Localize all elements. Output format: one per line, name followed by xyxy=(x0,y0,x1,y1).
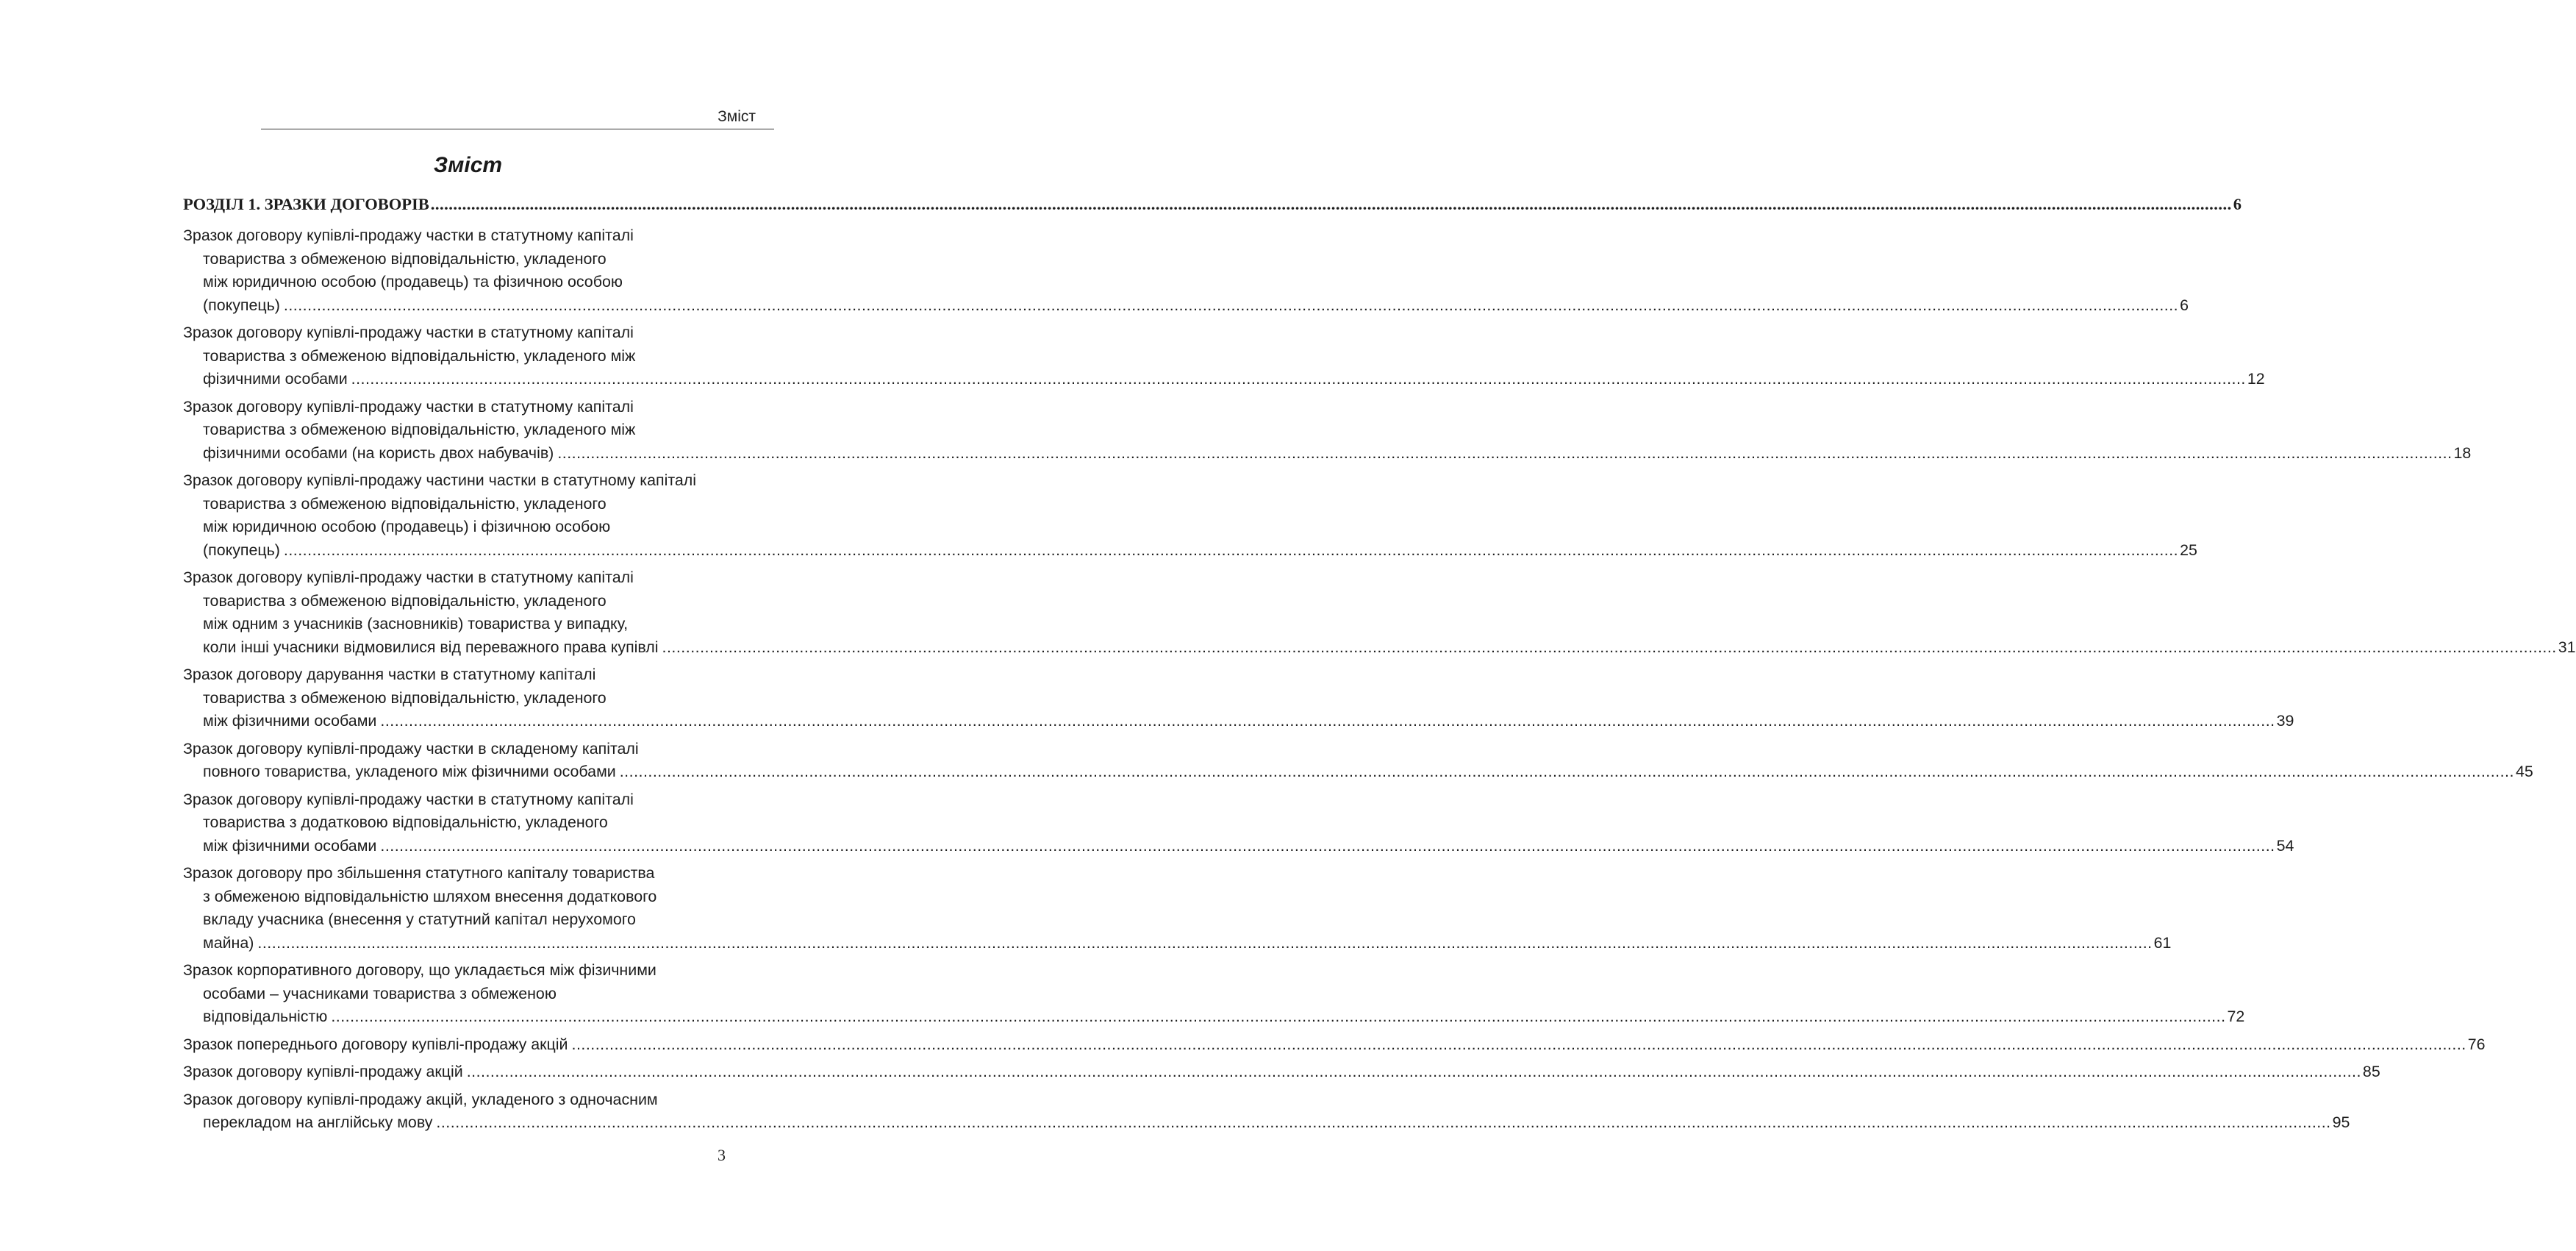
toc-entry-text: фізичними особами (на користь двох набувачів) xyxy=(203,443,554,462)
toc-entry-line: Зразок договору дарування частки в статутному капіталі xyxy=(183,666,596,683)
toc-entry[interactable] xyxy=(183,788,2294,858)
toc-entry[interactable] xyxy=(183,1061,2380,1084)
toc-entry-line xyxy=(183,1005,2245,1029)
toc-entry-line: між юридичною особою (продавець) і фізичною особою xyxy=(203,518,611,535)
section-page: 6 xyxy=(2233,195,2242,213)
toc-entry-line xyxy=(183,760,2533,784)
toc-entry-page: 18 xyxy=(2453,443,2472,462)
toc-entry-line: особами – учасниками товариства з обмеженою xyxy=(203,984,557,1002)
toc-entry-text: Зразок попереднього договору купівлі-продажу акцій xyxy=(183,1035,568,1053)
toc-entry-line: вкладу учасника (внесення у статутний капітал нерухомого xyxy=(203,910,636,928)
toc-entry-page: 12 xyxy=(2247,370,2265,388)
toc-entry-page: 54 xyxy=(2276,836,2294,855)
toc-entry[interactable] xyxy=(183,1088,2350,1135)
leader-dots: ................................................................................................................................................................................................................................................................................................................................................................................................................ xyxy=(380,712,2275,730)
toc-entry-line xyxy=(183,1111,2350,1135)
leader-dots: ................................................................................................................................................................................................................................................................................................................................................................................................................ xyxy=(466,1063,2361,1080)
toc-entry-line: Зразок корпоративного договору, що укладається між фізичними xyxy=(183,961,656,979)
toc-entry-text: майна) xyxy=(203,933,254,952)
toc-entry-page: 76 xyxy=(2467,1035,2486,1053)
toc-entry-page: 72 xyxy=(2227,1008,2245,1025)
toc-entry-line: Зразок договору купівлі-продажу акцій, укладеного з одночасним xyxy=(183,1090,658,1108)
leader-dots: ................................................................................................................................................................................................................................................................................................................................................................................................................ xyxy=(430,195,2232,213)
toc-entry[interactable] xyxy=(183,469,2197,562)
toc-entry-line: Зразок договору купівлі-продажу частини частки в статутному капіталі xyxy=(183,471,697,489)
toc-entry-line: Зразок договору купівлі-продажу частки в складеному капіталі xyxy=(183,739,639,758)
toc-entry-line xyxy=(183,932,2172,955)
toc-entry-line: Зразок договору купівлі-продажу частки в статутному капіталі xyxy=(183,227,634,244)
leader-dots: ................................................................................................................................................................................................................................................................................................................................................................................................................ xyxy=(571,1035,2466,1053)
toc-entry[interactable] xyxy=(183,321,2265,391)
toc-entry-line: товариства з додатковою відповідальністю, укладеного xyxy=(203,813,608,831)
toc-entry-line: товариства з обмеженою відповідальністю, укладеного xyxy=(203,688,607,707)
leader-dots: ................................................................................................................................................................................................................................................................................................................................................................................................................ xyxy=(380,836,2275,855)
toc-entry[interactable] xyxy=(183,396,2472,466)
leader-dots: ................................................................................................................................................................................................................................................................................................................................................................................................................ xyxy=(283,541,2179,559)
toc-entry-line: товариства з обмеженою відповідальністю, укладеного xyxy=(203,249,607,268)
toc-entry-line: товариства з обмеженою відповідальністю, укладеного xyxy=(203,494,607,513)
toc-entry-line: Зразок договору купівлі-продажу частки в статутному капіталі xyxy=(183,790,634,808)
toc-entry-text: перекладом на англійську мову xyxy=(203,1113,433,1131)
toc-entry-text: відповідальністю xyxy=(203,1008,328,1025)
toc-section-heading[interactable] xyxy=(183,193,2242,215)
toc-entry-text: фізичними особами xyxy=(203,370,348,388)
leader-dots: ................................................................................................................................................................................................................................................................................................................................................................................................................ xyxy=(662,638,2557,656)
leader-dots: ................................................................................................................................................................................................................................................................................................................................................................................................................ xyxy=(257,933,2153,952)
toc-entry[interactable] xyxy=(183,959,2245,1029)
toc-entry-text: між фізичними особами xyxy=(203,712,377,730)
toc-entry[interactable] xyxy=(183,224,2189,317)
running-header xyxy=(261,105,774,129)
toc-entry[interactable] xyxy=(183,663,2294,733)
toc-entry-page: 6 xyxy=(2180,296,2189,314)
toc-entry-text: (покупець) xyxy=(203,541,280,559)
toc-entry-line xyxy=(183,636,2576,660)
toc-entry-line: з обмеженою відповідальністю шляхом внесення додаткового xyxy=(203,887,657,905)
toc-entry[interactable] xyxy=(183,566,2576,659)
toc-entry-text: повного товариства, укладеного між фізичними особами xyxy=(203,763,616,780)
toc-entry-page: 95 xyxy=(2332,1113,2350,1131)
section-label: РОЗДІЛ 1. ЗРАЗКИ ДОГОВОРІВ xyxy=(183,195,429,213)
toc-entry[interactable] xyxy=(183,738,2533,784)
toc-entry-line: Зразок договору купівлі-продажу частки в статутному капіталі xyxy=(183,324,634,341)
toc-entry-page: 85 xyxy=(2362,1063,2380,1080)
page-number: 3 xyxy=(718,1146,726,1164)
toc-entry-line xyxy=(183,539,2197,563)
toc-entry-page: 25 xyxy=(2180,541,2197,559)
toc-entry-line xyxy=(183,1033,2486,1057)
toc-entry-line: Зразок договору про збільшення статутного капіталу товариства xyxy=(183,864,655,882)
toc-entry-line: Зразок договору купівлі-продажу частки в статутному капіталі xyxy=(183,397,634,416)
toc-entry-line: між одним з учасників (засновників) товариства у випадку, xyxy=(203,615,629,632)
leader-dots: ................................................................................................................................................................................................................................................................................................................................................................................................................ xyxy=(557,443,2452,462)
leader-dots: ................................................................................................................................................................................................................................................................................................................................................................................................................ xyxy=(331,1008,2226,1025)
toc-entry-line xyxy=(183,835,2294,858)
toc-entry-text: Зразок договору купівлі-продажу акцій xyxy=(183,1063,463,1080)
toc-entry-page: 45 xyxy=(2515,763,2533,780)
leader-dots: ................................................................................................................................................................................................................................................................................................................................................................................................................ xyxy=(351,370,2246,388)
leader-dots: ................................................................................................................................................................................................................................................................................................................................................................................................................ xyxy=(619,763,2514,780)
table-of-contents xyxy=(183,193,2576,1139)
toc-entry-text: між фізичними особами xyxy=(203,836,377,855)
toc-entry-line xyxy=(183,442,2472,466)
toc-entry-line xyxy=(183,294,2189,318)
page-title: Зміст xyxy=(433,153,503,177)
toc-entry-line xyxy=(183,1061,2380,1084)
leader-dots: ................................................................................................................................................................................................................................................................................................................................................................................................................ xyxy=(436,1113,2331,1131)
toc-entry-page: 31 xyxy=(2558,638,2576,656)
toc-entry-line: товариства з обмеженою відповідальністю, укладеного між xyxy=(203,421,636,438)
running-title: Зміст xyxy=(718,108,756,125)
toc-entry-line xyxy=(183,710,2294,733)
toc-entry-line: між юридичною особою (продавець) та фізичною особою xyxy=(203,273,623,291)
toc-entry-page: 61 xyxy=(2153,933,2172,952)
toc-entry-line: Зразок договору купівлі-продажу частки в статутному капіталі xyxy=(183,569,634,586)
toc-entry-line: товариства з обмеженою відповідальністю, укладеного xyxy=(203,591,607,610)
toc-entry-line: товариства з обмеженою відповідальністю, укладеного між xyxy=(203,346,636,365)
toc-entry[interactable] xyxy=(183,862,2172,955)
leader-dots: ................................................................................................................................................................................................................................................................................................................................................................................................................ xyxy=(283,296,2179,314)
toc-entry-line xyxy=(183,368,2265,391)
toc-entry-text: коли інші учасники відмовилися від переважного права купівлі xyxy=(203,638,659,656)
toc-entry[interactable] xyxy=(183,1033,2486,1057)
toc-entry-text: (покупець) xyxy=(203,296,280,314)
toc-entry-page: 39 xyxy=(2276,712,2294,730)
